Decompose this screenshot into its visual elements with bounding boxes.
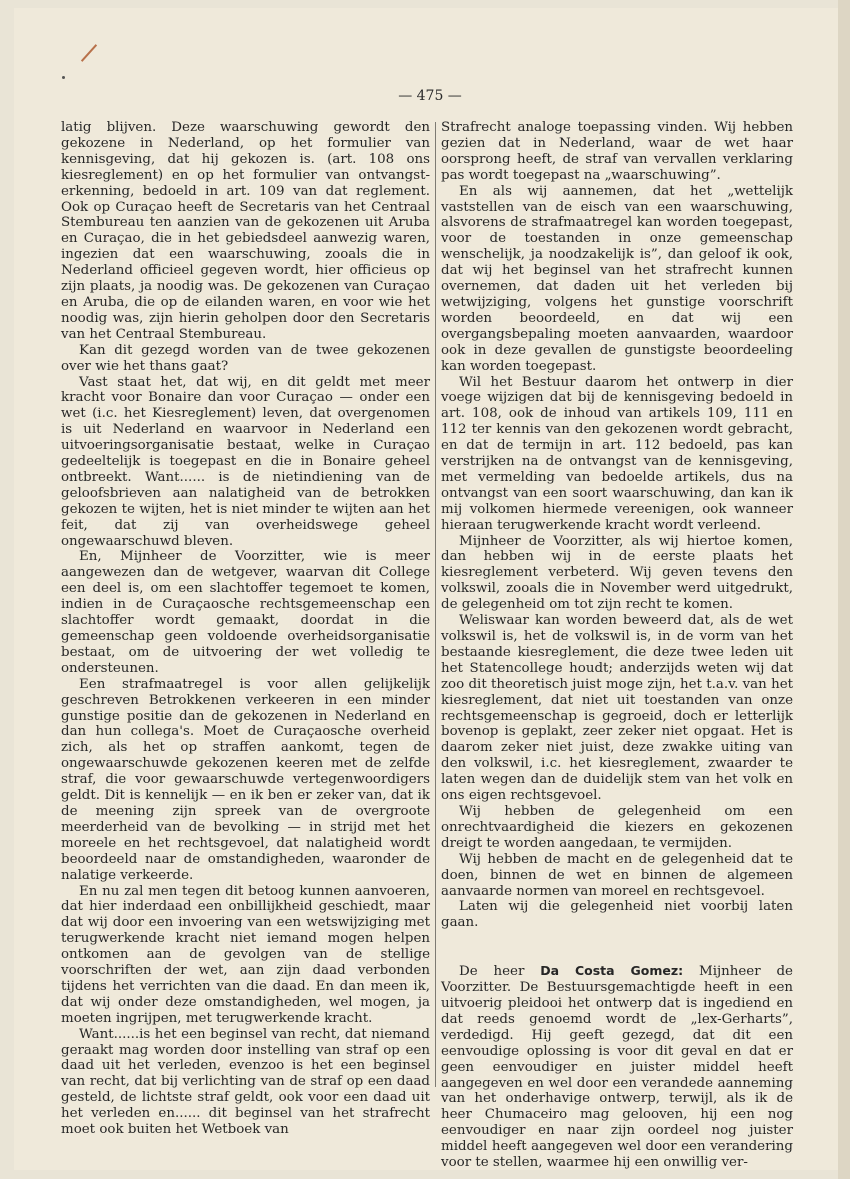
paper-edge — [838, 0, 850, 1179]
speech-intro: De heer — [459, 964, 525, 980]
speech-paragraph — [441, 963, 793, 1171]
column-divider — [435, 122, 436, 1087]
paragraph: Wij hebben de macht en de gelegenheid dat te doen, binnen de wet en binnen de algemeen aanvaarde normen van moreel en rechtsgevoel. — [441, 851, 793, 899]
speech-text: Mijnheer de Voorzitter. De Bestuursgemachtigde heeft in een uitvoerig pleidooi het ontwerp dat is ingediend en dat reeds genoemd wordt de „lex-Gerharts”, verdedigd. Hij geeft gezegd, dat dit een eenvoudige oplossing is voor dit geval en dat er geen eenvoudiger en juister middel heeft aangegeven en wel door een verandede aanneming van het onderhavige ontwerp, terwijl, als ik de heer Chumaceiro mag gelooven, hij een nog eenvoudiger en naar zijn oordeel nog juister middel heeft aangegeven wel door een verandering voor te stellen, waarmee hij een onwillig ver- — [441, 964, 793, 1171]
speaker-name: Da Costa Gomez: — [540, 963, 684, 979]
paragraph: En als wij aannemen, dat het „wettelijk vaststellen van de eisch van een waarschuwing, alsvorens de strafmaatregel kan worden toegepast, voor de toestanden in onze gemeenschap wenschelijk, ja noodzakelijk is”, dan geloof ik ook, dat wij het beginsel van het strafrecht kunnen overnemen, dat daden uit het verleden bij wetwijziging, volgens het gunstige voorschrift worden beoordeeld, en dat wij een overgangsbepaling moeten aanvaarden, waardoor ook in deze gevallen de gunstigste beoordeeling kan worden toegepast. — [441, 183, 793, 374]
paragraph: latig blijven. Deze waarschuwing gewordt den gekozene in Nederland, op het formulier van kennisgeving, dat hij gekozen is. (art. 108 ons kiesreglement) en op het formulier van ontvangst-erkenning, bedoeld in art. 109 van dat reglement. Ook op Curaçao heeft de Secretaris van het Centraal Stembureau ten aanzien van de gekozenen uit Aruba en Curaçao, die in het gebiedsdeel aanwezig waren, ingezien dat een waarschuwing, zooals die in Nederland officieel gegeven wordt, hier officieus op zijn plaats, ja noodig was. De gekozenen van Curaçao en Aruba, die op de eilanden waren, en voor wie het noodig was, zijn hierin geholpen door den Secretaris van het Centraal Stembureau. — [61, 120, 430, 342]
paragraph: En nu zal men tegen dit betoog kunnen aanvoeren, dat hier inderdaad een onbillijkheid geschiedt, maar dat wij door een invoering van een wetswijziging met terugwerkende kracht niet iemand mogen helpen ontkomen aan de gevolgen van de stellige voorschriften der wet, aan zijn daad verbonden tijdens het verrichten van die daad. En dan meen ik, dat wij onder deze omstandigheden, wel mogen, ja moeten ingrijpen, met terugwerkende kracht. — [61, 883, 430, 1026]
paragraph: Een strafmaatregel is voor allen gelijkelijk geschreven Betrokkenen verkeeren in een minder gunstige positie dan de gekozenen in Nederland en dan hun collega's. Moet de Curaçaosche overheid zich, als het op straffen aankomt, tegen de ongewaarschuwde gekozenen keeren met de zelfde straf, die voor gewaarschuwde vertegenwoordigers geldt. Dit is kennelijk — en ik ben er zeker van, dat ik de meening zijn spreek van de overgroote meerderheid van de bevolking — in strijd met het moreele en het rechtsgevoel, dat nalatigheid wordt beoordeeld naar de omstandigheden, waaronder de nalatige verkeerde. — [61, 676, 430, 883]
page-number: — 475 — — [398, 88, 462, 104]
paragraph: Want......is het een beginsel van recht, dat niemand geraakt mag worden door instelling van straf op een daad uit het verleden, evenzoo is het een beginsel van recht, dat bij verlichting van de straf op een daad gesteld, de lichtste straf geldt, ook voor een daad uit het verleden en...... dit beginsel van het strafrecht moet ook buiten het Wetboek van — [61, 1026, 430, 1138]
paragraph: Kan dit gezegd worden van de twee gekozenen over wie het thans gaat? — [61, 342, 430, 374]
left-column — [61, 120, 430, 1138]
section-gap — [441, 931, 793, 963]
ink-dot — [62, 76, 65, 79]
paragraph: En, Mijnheer de Voorzitter, wie is meer aangewezen dan de wetgever, waarvan dit College een deel is, om een slachtoffer tegemoet te komen, indien in de Curaçaosche rechtsgemeenschap een slachtoffer wordt gemaakt, doordat in die gemeenschap geen voldoende overheidsorganisatie bestaat, om de uitvoering der wet volledig te ondersteunen. — [61, 549, 430, 676]
paragraph: Wil het Bestuur daarom het ontwerp in dier voege wijzigen dat bij de kennisgeving bedoeld in art. 108, ook de inhoud van artikels 109, 111 en 112 ter kennis van den gekozenen wordt gebracht, en dat de termijn in art. 112 bedoeld, pas kan verstrijken na de ontvangst van de kennisgeving, met vermelding van bedoelde artikels, dus na ontvangst van een soort waarschuwing, dan kan ik mij volkomen hiermede vereenigen, ook wanneer hieraan terugwerkende kracht wordt verleend. — [441, 374, 793, 533]
paragraph: Strafrecht analoge toepassing vinden. Wij hebben gezien dat in Nederland, waar de wet haar oorsprong heeft, de straf van vervallen verklaring pas wordt toegepast na „waarschuwing”. — [441, 120, 793, 183]
paragraph: Vast staat het, dat wij, en dit geldt met meer kracht voor Bonaire dan voor Curaçao — onder een wet (i.c. het Kiesreglement) leven, dat overgenomen is uit Nederland en waarvoor in Nederland een uitvoeringsorganisatie bestaat, welke in Curaçao gedeeltelijk is toegepast en die in Bonaire geheel ontbreekt. Want...... is de nietindiening van de geloofsbrieven aan nalatigheid van de betrokken gekozen te wijten, het is niet minder te wijten aan het feit, dat zij van overheidswege geheel ongewaarschuwd bleven. — [61, 374, 430, 549]
right-column — [441, 120, 793, 1171]
paragraph: Mijnheer de Voorzitter, als wij hiertoe komen, dan hebben wij in de eerste plaats het kiesreglement verbeterd. Wij geven tevens den volkswil, zooals die in November werd uitgedrukt, de gelegenheid om tot zijn recht te komen. — [441, 533, 793, 613]
paragraph: Wij hebben de gelegenheid om een onrechtvaardigheid die kiezers en gekozenen dreigt te worden aangedaan, te vermijden. — [441, 803, 793, 851]
paragraph: Weliswaar kan worden beweerd dat, als de wet volkswil is, het de volkswil is, in de vorm van het bestaande kiesreglement, die deze twee leden uit het Statencollege houdt; anderzijds weten wij dat zoo dit theoretisch juist moge zijn, het t.a.v. van het kiesreglement, dat niet uit toestanden van onze rechtsgemeenschap is gegroeid, doch er letterlijk bovenop is geplakt, zeer zeker niet opgaat. Het is daarom zeker niet juist, deze zwakke uiting van den volkswil, i.c. het kiesreglement, zwaarder te laten wegen dan de duidelijk stem van het volk en ons eigen rechtsgevoel. — [441, 613, 793, 804]
paragraph: Laten wij die gelegenheid niet voorbij laten gaan. — [441, 899, 793, 931]
